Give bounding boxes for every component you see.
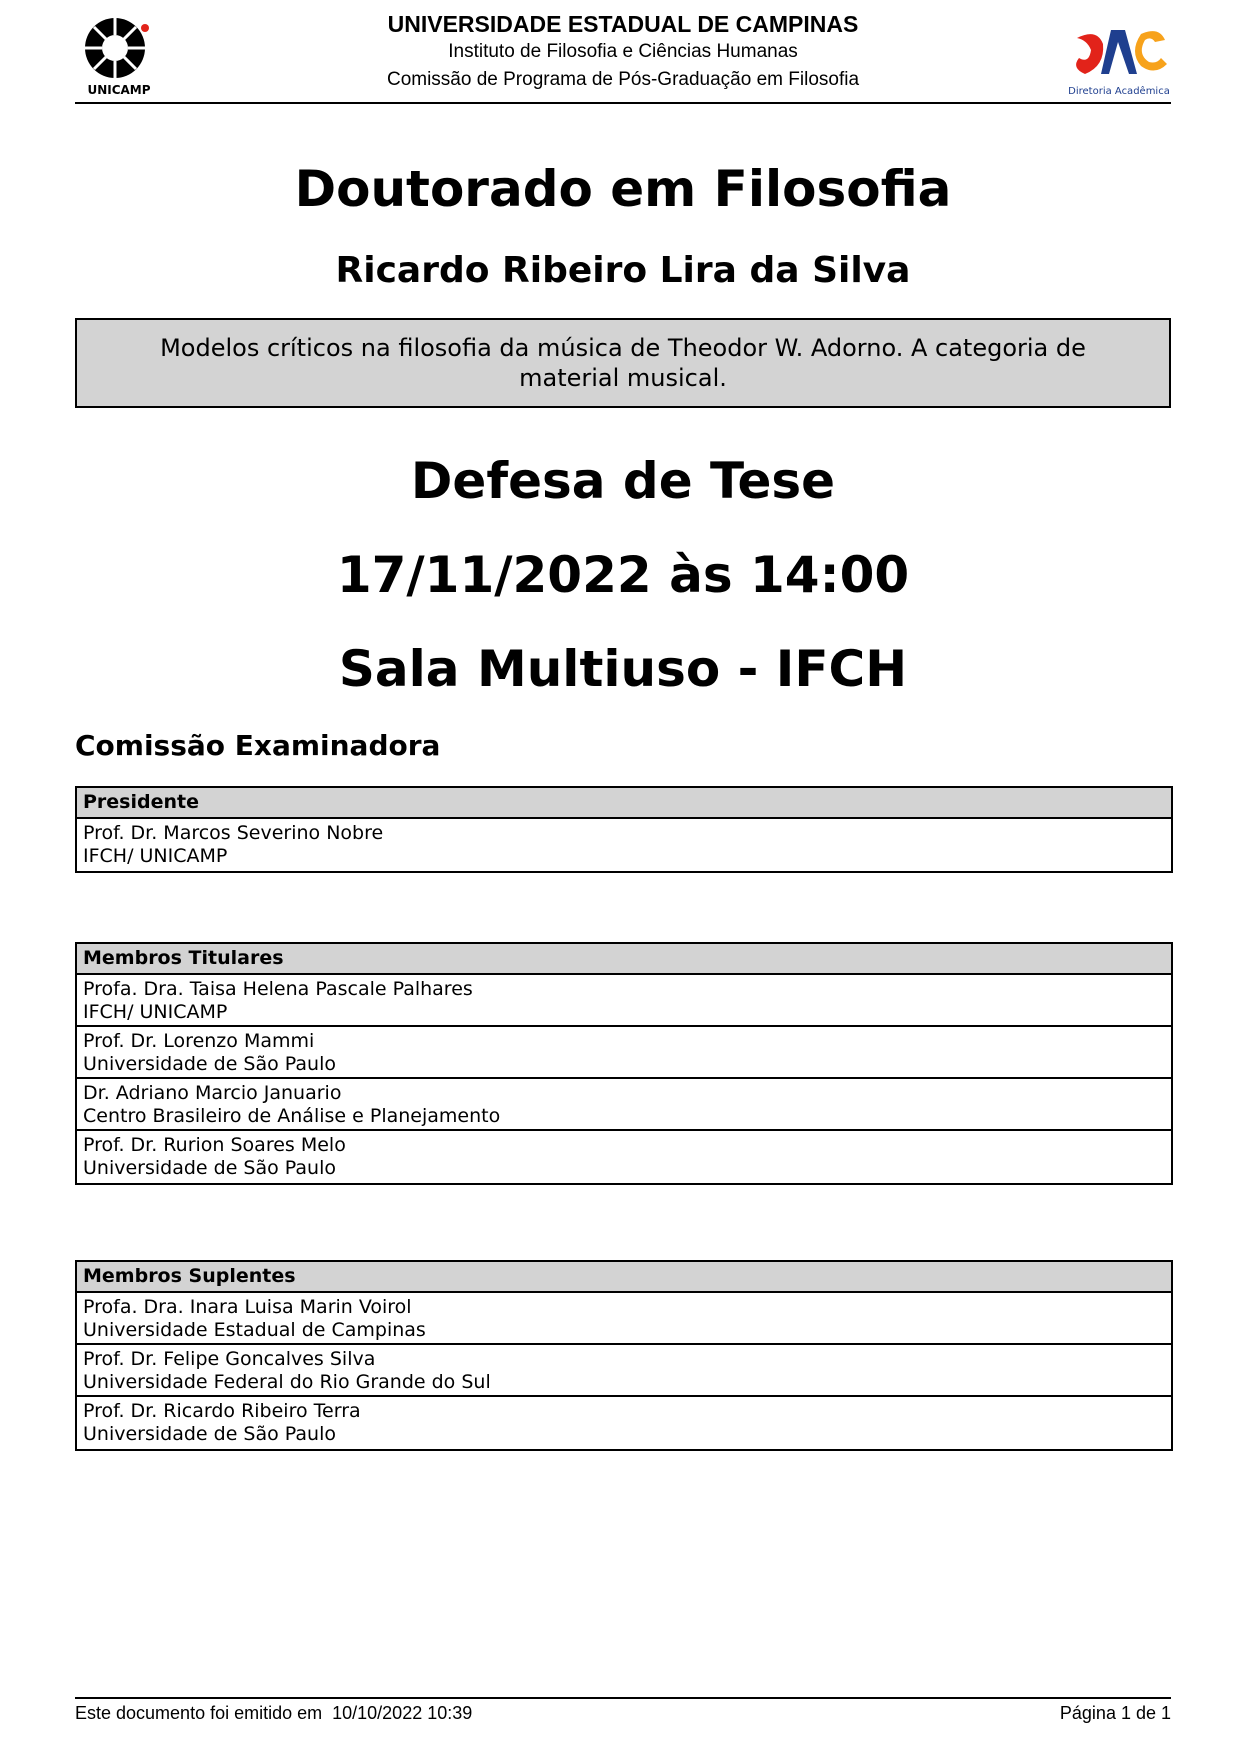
svg-text:Diretoria Acadêmica: Diretoria Acadêmica [1068,86,1170,97]
member-institution: Universidade de São Paulo [83,1423,336,1445]
member-name: Prof. Dr. Ricardo Ribeiro Terra [83,1400,361,1422]
member-institution: Universidade de São Paulo [83,1157,336,1179]
commission-name: Comissão de Programa de Pós-Graduação em Filosofia [386,69,860,90]
member-name: Profa. Dra. Taisa Helena Pascale Palhares [83,978,473,1000]
event-location: Sala Multiuso - IFCH [338,640,908,698]
president-table [75,786,1173,873]
commission-heading: Comissão Examinadora [75,729,441,762]
header-text-block [75,10,1171,94]
event-type: Defesa de Tese [410,452,836,510]
document-header [75,8,1171,104]
suplentes-table [75,1260,1173,1451]
member-institution: Centro Brasileiro de Análise e Planejamento [83,1105,501,1127]
member-institution: Universidade Federal do Rio Grande do Sul [83,1371,491,1393]
table-row [77,1397,1171,1449]
table-row [77,975,1171,1027]
table-row [77,819,1171,871]
table-row [77,1079,1171,1131]
thesis-title: Modelos críticos na filosofia da música de Theodor W. Adorno. A categoria de material musical. [160,334,1086,392]
issued-timestamp: Este documento foi emitido em 10/10/2022 10:39 [75,1703,473,1723]
student-name: Ricardo Ribeiro Lira da Silva [335,250,911,291]
member-name: Prof. Dr. Felipe Goncalves Silva [83,1348,376,1370]
table-row [77,1131,1171,1183]
table-header: Membros Titulares [77,944,1171,975]
svg-text:UNICAMP: UNICAMP [87,83,151,97]
event-datetime: 17/11/2022 às 14:00 [336,546,910,604]
member-name: Prof. Dr. Marcos Severino Nobre [83,822,384,844]
page-number: Página 1 de 1 [1059,1703,1171,1723]
table-row [77,1293,1171,1345]
member-name: Prof. Dr. Lorenzo Mammi [83,1030,315,1052]
institute-name: Instituto de Filosofia e Ciências Humanas [448,41,798,62]
member-institution: Universidade Estadual de Campinas [83,1319,426,1341]
member-institution: IFCH/ UNICAMP [83,1001,228,1023]
thesis-title-box [75,318,1171,408]
program-title: Doutorado em Filosofia [294,160,952,218]
member-institution: Universidade de São Paulo [83,1053,336,1075]
diretoria-academica-logo [1067,18,1171,100]
table-row [77,1027,1171,1079]
table-header: Presidente [77,788,1171,819]
table-header: Membros Suplentes [77,1262,1171,1293]
table-row [77,1345,1171,1397]
member-name: Prof. Dr. Rurion Soares Melo [83,1134,346,1156]
document-footer [75,1697,1171,1723]
titulares-table [75,942,1173,1185]
member-institution: IFCH/ UNICAMP [83,845,228,867]
university-name: UNIVERSIDADE ESTADUAL DE CAMPINAS [387,11,859,37]
member-name: Dr. Adriano Marcio Januario [83,1082,342,1104]
member-name: Profa. Dra. Inara Luisa Marin Voirol [83,1296,412,1318]
